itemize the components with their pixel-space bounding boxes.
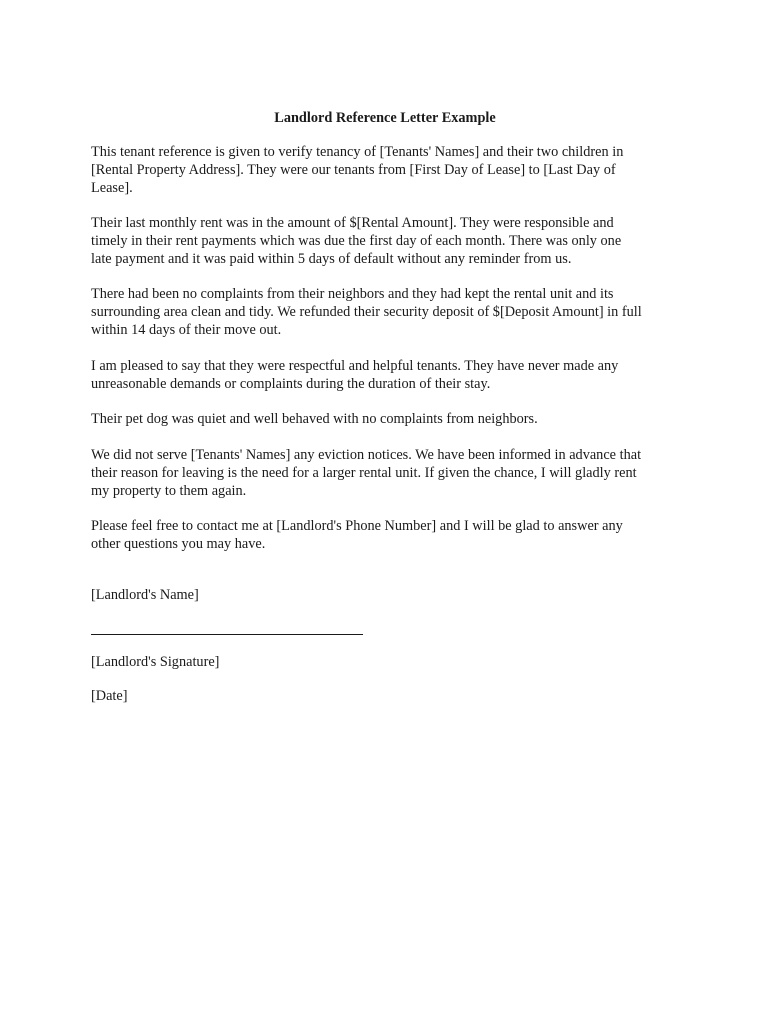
paragraph-eviction: We did not serve [Tenants' Names] any eviction notices. We have been informed in advance that their reason for leaving is the need for a larger rental unit. If given the chance, I will gladly rent my property to them again. bbox=[91, 447, 642, 499]
paragraph-contact: Please feel free to contact me at [Landlord's Phone Number] and I will be glad to answer any other questions you may have. bbox=[91, 518, 623, 552]
paragraph-tenancy: This tenant reference is given to verify tenancy of [Tenants' Names] and their two children in [Rental Property Address]. They were our tenants from [First Day of Lease] to [Last Day of Lease]. bbox=[91, 144, 624, 196]
paragraph-conduct: I am pleased to say that they were respectful and helpful tenants. They have never made any unreasonable demands or complaints during the duration of their stay. bbox=[91, 358, 619, 392]
paragraph-pet: Their pet dog was quiet and well behaved with no complaints from neighbors. bbox=[91, 411, 538, 427]
date-field: [Date] bbox=[91, 688, 128, 704]
landlord-name: [Landlord's Name] bbox=[91, 587, 199, 603]
paragraph-condition: There had been no complaints from their neighbors and they had kept the rental unit and its surrounding area clean and tidy. We refunded their security deposit of $[Deposit Amount] in full within 14 days of their move out. bbox=[91, 286, 642, 338]
signature-line bbox=[91, 634, 363, 635]
document-title: Landlord Reference Letter Example bbox=[274, 110, 496, 126]
landlord-signature: [Landlord's Signature] bbox=[91, 654, 220, 670]
paragraph-rent: Their last monthly rent was in the amount of $[Rental Amount]. They were responsible and timely in their rent payments which was due the first day of each month. There was only one late payment and it was paid within 5 days of default without any reminder from us. bbox=[91, 215, 622, 267]
